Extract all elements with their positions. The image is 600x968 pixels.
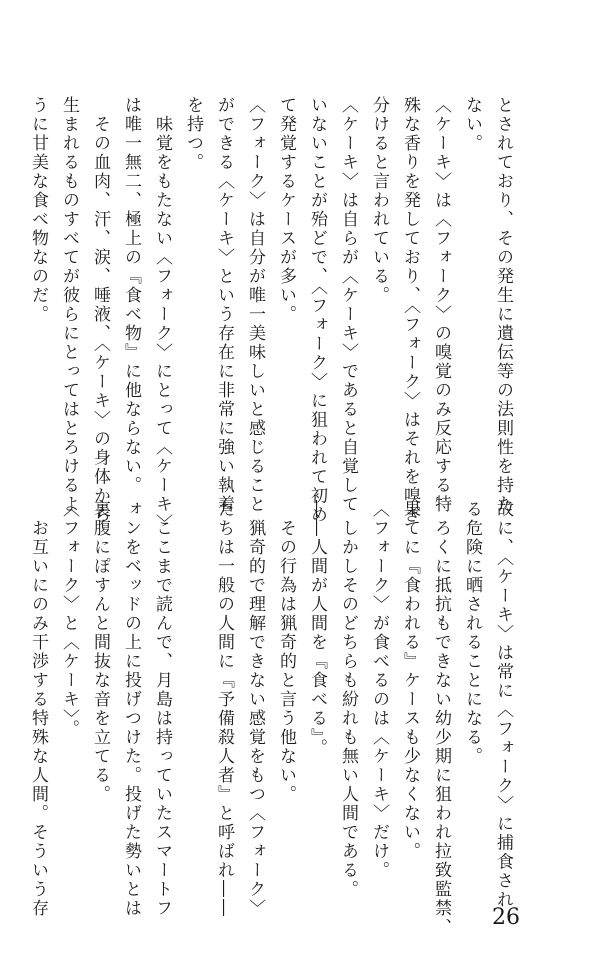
text-line: て発覚するケースが多い。 [276,96,296,324]
text-line: お互いにのみ干渉する特殊な人間。そういう存 [28,500,48,918]
text-line: 殊な香りを発しており、〈フォーク〉はそれを嗅ぎ [400,96,420,525]
text-line: 〈ケーキ〉は自らが〈ケーキ〉であると自覚して [338,96,358,514]
text-line: 〈フォーク〉は自分が唯一美味しいと感じること [245,96,265,514]
text-line: 果てに『食われる』ケースも少なくない。 [400,500,420,861]
text-line: ができる〈ケーキ〉という存在に非常に強い執着 [214,96,234,514]
text-line: る危険に晒されることになる。 [462,500,482,766]
page-number: 26 [492,905,520,930]
text-line: 味覚をもたない〈フォーク〉にとって〈ケーキ〉 [152,96,172,533]
text-line: ――人間が人間を『食べる』。 [307,500,327,758]
text-line: その行為は猟奇的と言う他ない。 [276,500,296,804]
text-line: たちは一般の人間に『予備殺人者』と呼ばれ―― [214,500,234,918]
text-line: とされており、その発生に遺伝等の法則性を持た [493,96,513,514]
text-line: いないことが殆どで、〈フォーク〉に狙われて初め [307,96,327,525]
text-line: 生まれるものすべてが彼らにとってはとろけるよ [59,96,79,514]
text-line: 分けると言われている。 [369,96,389,305]
text-line: を持つ。 [183,96,203,172]
text-line: 〈フォーク〉が食べるのは〈ケーキ〉だけ。 [369,500,389,880]
text-line: 猟奇的で理解できない感覚をもつ〈フォーク〉 [245,500,265,918]
text-line: うに甘美な食べ物なのだ。 [28,96,48,324]
text-line: は唯一無二、極上の『食べ物』に他ならない。 [121,96,141,495]
text-line: しかしそのどちらも紛れも無い人間である。 [338,500,358,899]
text-line: 故に、〈ケーキ〉は常に〈フォーク〉に捕食され [493,500,513,910]
blank-line [177,500,208,878]
text-line: その血肉、汗、涙、唾液、〈ケーキ〉の身体から [90,96,110,525]
text-line: 〈ケーキ〉は〈フォーク〉の嗅覚のみ反応する特 [431,96,451,514]
text-line: 裏腹にぽすんと間抜な音を立てる。 [90,500,110,804]
upper-text-block [28,96,518,533]
text-line: 〈フォーク〉と〈ケーキ〉。 [59,500,79,739]
text-line: ない。 [462,96,482,153]
text-line: ろくに抵抗もできない幼少期に狙われ拉致監禁、 [431,500,451,937]
text-line: ここまで読んで、月島は持っていたスマートフ [152,500,172,918]
text-line: ォンをベッドの上に投げつけた。投げた勢いとは [121,500,141,918]
